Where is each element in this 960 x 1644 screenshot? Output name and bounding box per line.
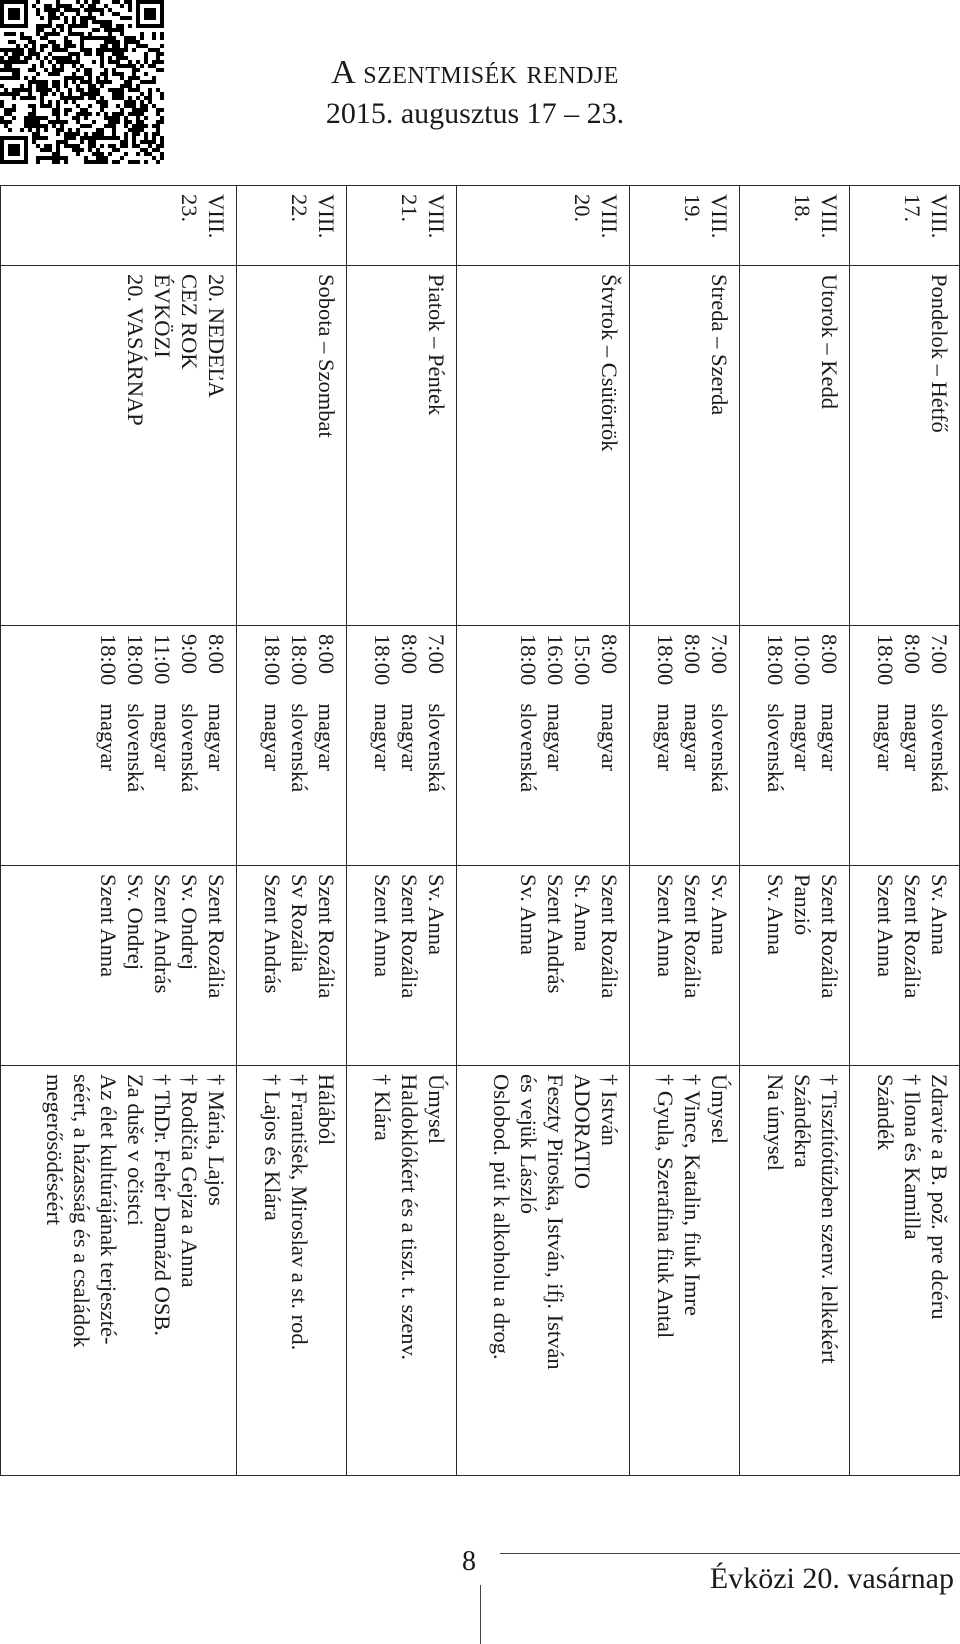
place-cell-line: Sv Rozália — [287, 874, 313, 973]
intention-line: † Lajos és Klára — [260, 1074, 286, 1221]
place-cell-line: St. Anna — [570, 874, 596, 952]
intention-line: Haldoklókért és a tiszt. t. szenv. — [397, 1074, 423, 1360]
day-cell — [850, 266, 960, 626]
intention-line: † Gyula, Szerafina fiuk Antal — [653, 1074, 679, 1339]
language-cell — [850, 696, 960, 866]
language-cell-line: magyar — [543, 703, 569, 771]
language-cell-line: slovenská — [707, 703, 733, 793]
intention-line: † Mária, Lajos — [204, 1074, 230, 1206]
footer-title: Évközi 20. vasárnap — [709, 1562, 954, 1595]
language-cell-line: slovenská — [763, 703, 789, 793]
date-cell-line: VIII. — [424, 194, 450, 239]
intention-line: és vejük László — [516, 1074, 542, 1214]
time-cell-line: 18:00 — [123, 634, 149, 686]
time-cell-line: 8:00 — [204, 634, 230, 675]
intention-line: † Klára — [370, 1074, 396, 1141]
schedule-row — [1, 186, 237, 1476]
intention-cell — [740, 1066, 850, 1476]
intention-line: † István — [597, 1074, 623, 1146]
time-cell-line: 8:00 — [397, 634, 423, 675]
intention-line: Úmysel — [424, 1074, 450, 1144]
place-cell-line: Sv. Ondrej — [177, 874, 203, 971]
time-cell — [237, 626, 347, 696]
intention-line: † František, Miroslav a st. rod. — [287, 1074, 313, 1351]
place-cell-line: Sv. Ondrej — [123, 874, 149, 971]
language-cell-line: slovenská — [927, 703, 952, 793]
time-cell-line: 18:00 — [653, 634, 679, 686]
intention-cell — [630, 1066, 740, 1476]
place-cell-line: Szent Rozália — [817, 874, 843, 999]
intention-line: Az élet kultúrájának terjeszté- — [96, 1074, 122, 1345]
time-cell-line: 7:00 — [707, 634, 733, 675]
place-cell — [457, 866, 630, 1066]
mass-schedule — [0, 185, 960, 1475]
day-cell-line: Pondelok – Hétfő — [927, 274, 952, 433]
place-cell-line: Sv. Anna — [516, 874, 542, 956]
language-cell-line: magyar — [314, 703, 340, 771]
language-cell — [630, 696, 740, 866]
time-cell — [1, 626, 237, 696]
schedule-table — [0, 185, 960, 1476]
intention-line: Na úmysel — [763, 1074, 789, 1171]
day-cell — [457, 266, 630, 626]
language-cell-line: magyar — [370, 703, 396, 771]
day-cell-line: Piatok – Péntek — [424, 274, 450, 416]
language-cell-line: magyar — [597, 703, 623, 771]
date-cell-line: 17. — [900, 194, 925, 223]
language-cell — [347, 696, 457, 866]
intention-cell — [347, 1066, 457, 1476]
language-cell-line: magyar — [900, 703, 925, 771]
time-cell-line: 18:00 — [763, 634, 789, 686]
intention-line: Szándékra — [790, 1074, 816, 1168]
time-cell-line: 18:00 — [370, 634, 396, 686]
language-cell-line: magyar — [397, 703, 423, 771]
place-cell-line: Sv. Anna — [927, 874, 952, 956]
language-cell-line: slovenská — [516, 703, 542, 793]
time-cell-line: 8:00 — [680, 634, 706, 675]
time-cell-line: 10:00 — [790, 634, 816, 686]
page-title: A szentmisék rendje — [331, 54, 619, 91]
schedule-row — [740, 186, 850, 1476]
time-cell-line: 18:00 — [873, 634, 898, 686]
time-cell-line: 8:00 — [817, 634, 843, 675]
language-cell-line: slovenská — [287, 703, 313, 793]
place-cell — [630, 866, 740, 1066]
intention-line: † Rodičia Gejza a Anna — [177, 1074, 203, 1288]
intention-line: ADORATIO — [570, 1074, 596, 1189]
date-cell-line: VIII. — [707, 194, 733, 239]
time-cell-line: 8:00 — [597, 634, 623, 675]
time-cell-line: 16:00 — [543, 634, 569, 686]
time-cell — [850, 626, 960, 696]
intention-line: Szándék — [873, 1074, 898, 1151]
qr-code — [0, 0, 164, 164]
date-cell — [740, 186, 850, 266]
place-cell — [347, 866, 457, 1066]
time-cell — [630, 626, 740, 696]
time-cell-line: 9:00 — [177, 634, 203, 675]
date-range: 2015. augusztus 17 – 23. — [325, 96, 625, 130]
language-cell-line: magyar — [260, 703, 286, 771]
language-cell-line: magyar — [150, 703, 176, 771]
time-cell-line: 7:00 — [927, 634, 952, 675]
time-cell-line: 18:00 — [287, 634, 313, 686]
day-cell-line: ÉVKÖZI — [150, 274, 176, 358]
language-cell-line: magyar — [680, 703, 706, 771]
schedule-row — [237, 186, 347, 1476]
time-cell-line: 7:00 — [424, 634, 450, 675]
intention-line: Oslobod. pút k alkoholu a drog. — [489, 1074, 515, 1360]
language-cell — [740, 696, 850, 866]
intention-line: Zdravie a B. pož. pre dcéru — [927, 1074, 952, 1320]
place-cell-line: Szent András — [543, 874, 569, 994]
place-cell-line: Sv. Anna — [707, 874, 733, 956]
day-cell-line: CEZ ROK — [177, 274, 203, 370]
intention-line: Hálából — [314, 1074, 340, 1146]
language-cell-line: magyar — [817, 703, 843, 771]
date-cell — [1, 186, 237, 266]
time-cell — [347, 626, 457, 696]
footer-divider — [480, 1585, 481, 1644]
day-cell-line: 20. VASÁRNAP — [123, 274, 149, 426]
place-cell-line: Szent Rozália — [314, 874, 340, 999]
language-cell-line: magyar — [653, 703, 679, 771]
place-cell-line: Szent Anna — [653, 874, 679, 978]
language-cell-line: slovenská — [177, 703, 203, 793]
schedule-row — [347, 186, 457, 1476]
intention-line: † Tisztítótűzben szenv. lelkekért — [817, 1074, 843, 1364]
day-cell — [740, 266, 850, 626]
date-cell — [630, 186, 740, 266]
intention-cell — [457, 1066, 630, 1476]
place-cell-line: Szent Anna — [370, 874, 396, 978]
date-cell — [347, 186, 457, 266]
time-cell-line: 18:00 — [260, 634, 286, 686]
place-cell — [850, 866, 960, 1066]
language-cell-line: slovenská — [123, 703, 149, 793]
date-cell-line: VIII. — [927, 194, 952, 239]
language-cell — [1, 696, 237, 866]
place-cell-line: Szent Rozália — [397, 874, 423, 999]
place-cell-line: Szent Rozália — [900, 874, 925, 999]
day-cell-line: Streda – Szerda — [707, 274, 733, 416]
place-cell — [237, 866, 347, 1066]
language-cell-line: magyar — [790, 703, 816, 771]
place-cell — [740, 866, 850, 1066]
place-cell-line: Szent András — [260, 874, 286, 994]
intention-line: séért, a házasság és a családok — [69, 1074, 95, 1348]
date-cell-line: 22. — [287, 194, 313, 223]
intention-line: Feszty Piroska, István, ifj. István — [543, 1074, 569, 1370]
date-cell-line: 19. — [680, 194, 706, 223]
time-cell — [457, 626, 630, 696]
day-cell — [1, 266, 237, 626]
date-cell-line: VIII. — [597, 194, 623, 239]
place-cell-line: Sv. Anna — [763, 874, 789, 956]
time-cell-line: 18:00 — [96, 634, 122, 686]
place-cell-line: Panzió — [790, 874, 816, 936]
schedule-row — [630, 186, 740, 1476]
language-cell-line: magyar — [96, 703, 122, 771]
place-cell-line: Szent András — [150, 874, 176, 994]
place-cell-line: Szent Rozália — [680, 874, 706, 999]
time-cell-line: 8:00 — [900, 634, 925, 675]
day-cell — [237, 266, 347, 626]
schedule-row — [457, 186, 630, 1476]
intention-line: † ThDr. Fehér Damázd OSB. — [150, 1074, 176, 1337]
day-cell — [630, 266, 740, 626]
language-cell-line: magyar — [873, 703, 898, 771]
time-cell-line: 15:00 — [570, 634, 596, 686]
day-cell-line: 20. NEDEĽA — [204, 274, 230, 398]
date-cell-line: VIII. — [817, 194, 843, 239]
language-cell — [457, 696, 630, 866]
footer-rule — [500, 1553, 960, 1554]
schedule-row — [850, 186, 960, 1476]
day-cell-line: Utorok – Kedd — [817, 274, 843, 409]
intention-line: † Ilona és Kamilla — [900, 1074, 925, 1240]
time-cell-line: 18:00 — [516, 634, 542, 686]
intention-cell — [237, 1066, 347, 1476]
place-cell-line: Szent Anna — [96, 874, 122, 978]
date-cell — [850, 186, 960, 266]
day-cell-line: Štvrtok – Csütörtök — [597, 274, 623, 452]
date-cell — [457, 186, 630, 266]
time-cell — [740, 626, 850, 696]
intention-line: Úmysel — [707, 1074, 733, 1144]
language-cell — [237, 696, 347, 866]
language-cell-line — [569, 704, 596, 858]
time-cell-line: 8:00 — [314, 634, 340, 675]
place-cell-line: Szent Rozália — [204, 874, 230, 999]
place-cell-line: Szent Rozália — [597, 874, 623, 999]
language-cell-line: slovenská — [424, 703, 450, 793]
place-cell-line: Szent Anna — [873, 874, 898, 978]
language-cell-line: magyar — [204, 703, 230, 771]
place-cell-line: Sv. Anna — [424, 874, 450, 956]
intention-line: megerősödéséért — [42, 1074, 68, 1226]
date-cell-line: 18. — [790, 194, 816, 223]
time-cell-line: 11:00 — [150, 634, 176, 685]
day-cell-line: Sobota – Szombat — [314, 274, 340, 438]
intention-cell — [1, 1066, 237, 1476]
page-number: 8 — [462, 1546, 476, 1577]
date-cell-line: 20. — [570, 194, 596, 223]
place-cell — [1, 866, 237, 1066]
page-header — [240, 52, 710, 132]
date-cell — [237, 186, 347, 266]
day-cell — [347, 266, 457, 626]
intention-cell — [850, 1066, 960, 1476]
date-cell-line: VIII. — [314, 194, 340, 239]
intention-line: † Vince, Katalin, fiuk Imre — [680, 1074, 706, 1316]
date-cell-line: 23. — [177, 194, 203, 223]
intention-line: Za duše v očistci — [123, 1074, 149, 1226]
date-cell-line: VIII. — [204, 194, 230, 239]
date-cell-line: 21. — [397, 194, 423, 223]
